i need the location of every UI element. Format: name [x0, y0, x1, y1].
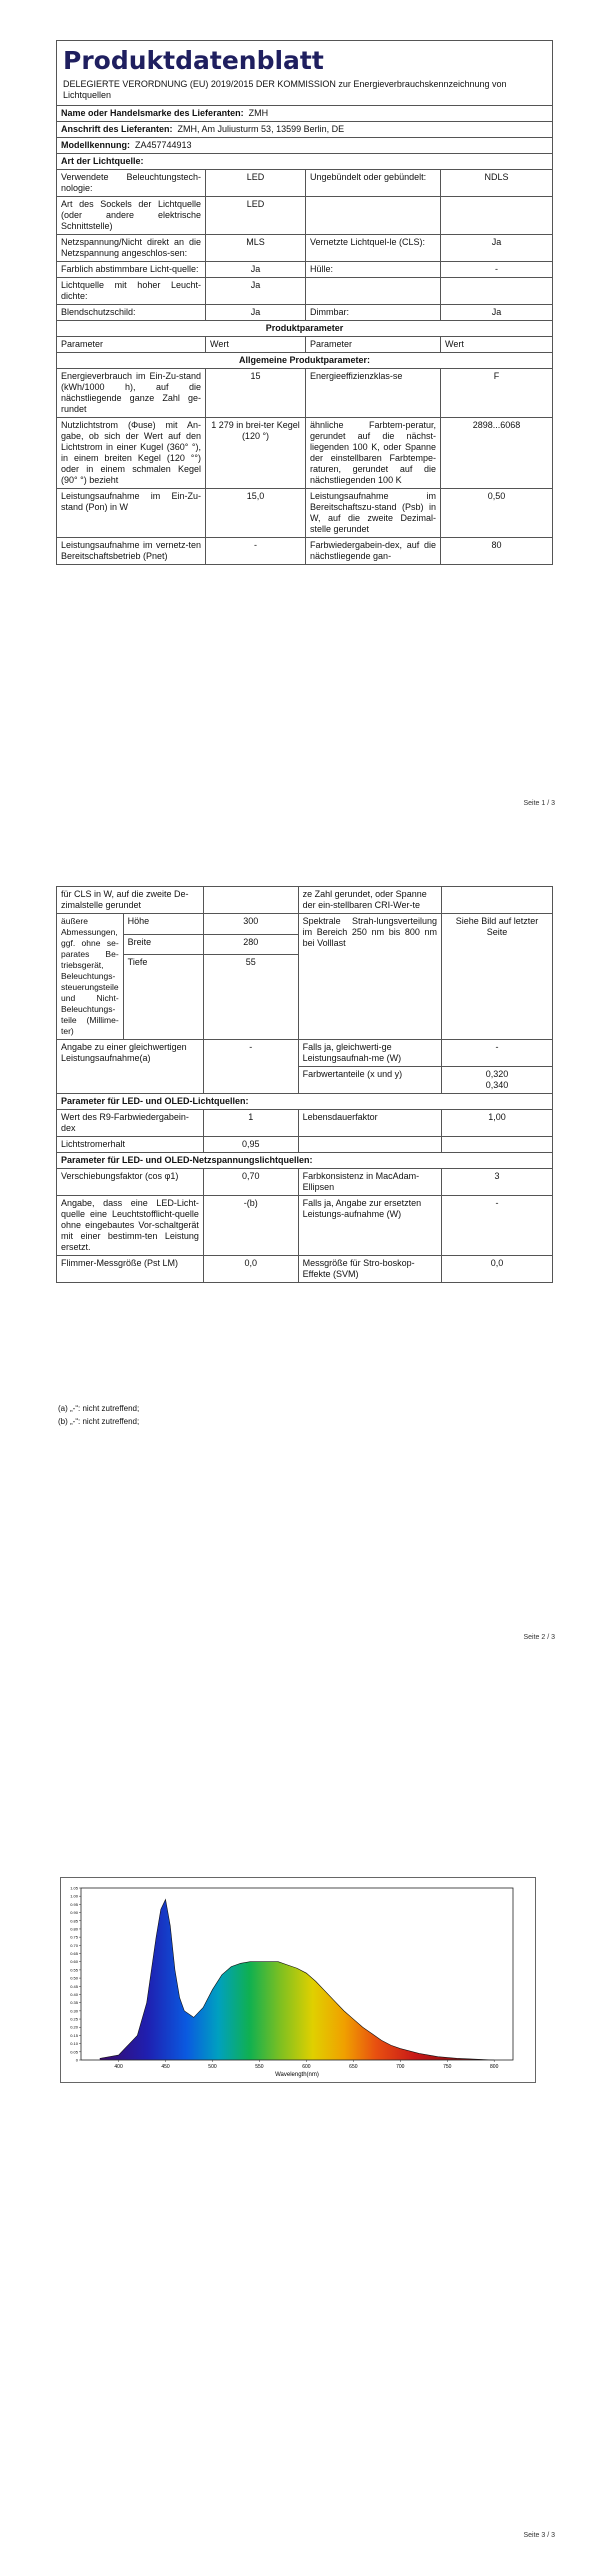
r9-label: Wert des R9-Farbwiedergabein-dex	[57, 1110, 204, 1137]
param-value: F	[493, 371, 500, 381]
y-tick-label: 0	[75, 2057, 78, 2063]
type-value: Ja	[491, 237, 502, 247]
x-tick-label: 400	[114, 2064, 123, 2070]
x-tick-label: 450	[161, 2064, 170, 2070]
chroma-y: 0,340	[485, 1080, 509, 1090]
spectrum-chart-frame	[60, 1877, 536, 2083]
page-number: Seite 1 / 3	[523, 800, 555, 807]
y-tick-label: 0.90	[70, 1910, 78, 1916]
param-label: Energieverbrauch im Ein-Zu-stand (kWh/1000 h), auf die nächstliegende ganze Zahl ge-rundet	[57, 369, 206, 417]
col-header-value: Wert	[445, 339, 464, 349]
param-value: 15	[206, 369, 306, 417]
param-value: 1 279 in brei-ter Kegel (120 °)	[206, 418, 306, 488]
y-tick-label: 1.00	[70, 1893, 78, 1899]
supplier-address-row	[57, 122, 552, 137]
footnotes	[58, 1402, 139, 1428]
replace-if-label: Falls ja, Angabe zur ersetzten Leistungs-aufnahme (W)	[298, 1196, 441, 1256]
type-label: Verwendete Beleuchtungstech-nologie:	[57, 170, 206, 196]
param-label: Nutzlichtstrom (Φuse) mit An-gabe, ob sich der Wert auf den Lichtstrom in einer Kugel (360° °), in einem breiten Kegel (120 °°) oder in einem schmalen Kegel (90° °) bezieht	[57, 418, 206, 488]
supplier-name-row	[57, 106, 552, 121]
y-tick-label: 0.75	[70, 1934, 78, 1940]
equiv-label-text: Angabe zu einer gleichwertigen Leistungsaufnahme(a)	[61, 1042, 187, 1063]
y-axis	[70, 1886, 81, 2063]
spectrum-area	[100, 1899, 494, 2060]
type-row	[57, 235, 552, 262]
dimensions-label: äußere Abmessungen, ggf. ohne se-parates Be-triebsgerät, Beleuchtungs-steuerungsteile und Nicht-Beleuchtungs-teile (Millime-ter)	[57, 914, 124, 1040]
model-value: ZA457744913	[135, 140, 192, 150]
supplier-name-value: ZMH	[248, 108, 269, 118]
pf-value: 0,70	[203, 1169, 298, 1196]
y-tick-label: 0.70	[70, 1942, 78, 1948]
y-tick-label: 0.10	[70, 2041, 78, 2047]
param-value: 80	[491, 540, 502, 550]
empty-cell	[298, 1137, 441, 1153]
footnote-a: (a) „-“: nicht zutreffend;	[58, 1404, 140, 1413]
param-label: ähnliche Farbtem-peratur, gerundet auf die nächst-liegenden 100 K, oder Spanne der einstellbaren Farbtempe-raturen, gerundet auf die nächstliegenden 100 K	[306, 418, 441, 488]
y-tick-label: 0.65	[70, 1951, 78, 1957]
dimension-name: Höhe	[123, 914, 203, 935]
model-label: Modellkennung:	[61, 140, 130, 150]
macadam-value: 3	[442, 1169, 553, 1196]
type-value: Ja	[206, 305, 306, 320]
footnote-b: (b) „-“: nicht zutreffend;	[58, 1417, 140, 1426]
y-tick-label: 0.25	[70, 2016, 78, 2022]
x-tick-label: 600	[302, 2064, 311, 2070]
type-label	[306, 197, 441, 234]
strobo-value: 0,0	[442, 1256, 553, 1283]
y-tick-label: 0.35	[70, 2000, 78, 2006]
page-1-datasheet	[56, 40, 553, 565]
macadam-label: Farbkonsistenz in MacAdam-Ellipsen	[298, 1169, 441, 1196]
type-label: Blendschutzschild:	[57, 305, 206, 320]
type-row	[57, 305, 552, 321]
param-value: -	[206, 538, 306, 564]
param-label: Leistungsaufnahme im Bereitschaftszu-stand (Psb) in W, auf die zweite Dezimal-stelle gerundet	[306, 489, 441, 537]
y-tick-label: 0.05	[70, 2049, 78, 2055]
type-row	[57, 262, 552, 278]
continued-row	[57, 887, 553, 914]
maint-value: 0,95	[203, 1137, 298, 1153]
param-row	[57, 489, 552, 538]
page-2-table	[56, 886, 553, 1283]
param-label: Energieeffizienzklas-se	[306, 369, 441, 417]
y-tick-label: 0.15	[70, 2032, 78, 2038]
type-value	[441, 278, 552, 304]
product-params-header: Produktparameter	[265, 323, 344, 333]
y-tick-label: 0.55	[70, 1967, 78, 1973]
y-tick-label: 0.20	[70, 2024, 78, 2030]
strobo-label: Messgröße für Stro-boskop-Effekte (SVM)	[298, 1256, 441, 1283]
x-tick-label: 650	[349, 2064, 358, 2070]
type-label	[306, 278, 441, 304]
param-value: 2898...6068	[472, 420, 521, 430]
chroma-value	[442, 1067, 553, 1094]
chroma-label: Farbwertanteile (x und y)	[298, 1067, 441, 1094]
dimension-value: 55	[203, 955, 298, 1040]
y-tick-label: 0.30	[70, 2008, 78, 2014]
mains-params-header: Parameter für LED- und OLED-Netzspannungslichtquellen:	[57, 1153, 553, 1169]
x-tick-label: 750	[443, 2064, 452, 2070]
type-value: Ja	[206, 278, 306, 304]
type-label: Lichtquelle mit hoher Leucht-dichte:	[57, 278, 206, 304]
supplier-name-label: Name oder Handelsmarke des Lieferanten:	[61, 108, 244, 118]
replace-label: Angabe, dass eine LED-Licht-quelle eine Leuchtstofflicht-quelle ohne eingebautes Vor-schaltgerät mit einer bestimm-ten Leistung ersetzt.	[57, 1196, 204, 1256]
param-value: 0,50	[487, 491, 506, 501]
type-value: NDLS	[484, 172, 509, 182]
x-tick-label: 800	[490, 2064, 499, 2070]
param-row	[57, 538, 552, 564]
type-value: Ja	[206, 262, 306, 277]
param-label: Farbwiedergabein-dex, auf die nächstliegende gan-	[306, 538, 441, 564]
column-header-row	[57, 337, 552, 353]
if-yes-value: -	[442, 1040, 553, 1067]
general-params-header: Allgemeine Produktparameter:	[238, 355, 371, 365]
replace-value: -(b)	[203, 1196, 298, 1256]
regulation-intro: DELEGIERTE VERORDNUNG (EU) 2019/2015 DER KOMMISSION zur Energieverbrauchskennzeichnung von Lichtquellen	[57, 79, 552, 106]
maint-label: Lichtstromerhalt	[57, 1137, 204, 1153]
y-tick-label: 0.80	[70, 1926, 78, 1932]
param-label: Leistungsaufnahme im vernetz-ten Bereitschaftsbetrieb (Pnet)	[57, 538, 206, 564]
chroma-x: 0,320	[485, 1069, 509, 1079]
y-tick-label: 0.60	[70, 1959, 78, 1965]
type-value: Ja	[491, 307, 502, 317]
flicker-value: 0,0	[203, 1256, 298, 1283]
y-tick-label: 0.40	[70, 1991, 78, 1997]
col-header-param: Parameter	[306, 337, 441, 352]
if-yes-label: Falls ja, gleichwerti-ge Leistungsaufnah-me (W)	[298, 1040, 441, 1067]
page-number: Seite 2 / 3	[523, 1634, 555, 1641]
type-label: Vernetzte Lichtquel-le (CLS):	[306, 235, 441, 261]
col-header-value: Wert	[206, 337, 306, 352]
param-label: Leistungsaufnahme im Ein-Zu-stand (Pon) in W	[57, 489, 206, 537]
spectrum-chart	[61, 1878, 535, 2082]
type-value: -	[495, 264, 498, 274]
x-tick-label: 550	[255, 2064, 264, 2070]
type-row	[57, 278, 552, 305]
param-value	[203, 887, 298, 914]
type-value	[441, 197, 552, 234]
type-label: Ungebündelt oder gebündelt:	[306, 170, 441, 196]
x-tick-label: 500	[208, 2064, 217, 2070]
param-row	[57, 369, 552, 418]
type-row	[57, 170, 552, 197]
type-label: Farblich abstimmbare Licht-quelle:	[57, 262, 206, 277]
type-header: Art der Lichtquelle:	[61, 156, 144, 166]
flicker-label: Flimmer-Messgröße (Pst LM)	[57, 1256, 204, 1283]
page-title: Produktdatenblatt	[63, 46, 324, 75]
r9-value: 1	[203, 1110, 298, 1137]
param-value	[442, 887, 553, 914]
pf-label: Verschiebungsfaktor (cos φ1)	[57, 1169, 204, 1196]
y-tick-label: 1.05	[70, 1885, 78, 1891]
y-tick-label: 0.45	[70, 1983, 78, 1989]
supplier-address-label: Anschrift des Lieferanten:	[61, 124, 173, 134]
page-number: Seite 3 / 3	[523, 2532, 555, 2539]
col-header-param: Parameter	[57, 337, 206, 352]
type-value: MLS	[206, 235, 306, 261]
type-label: Netzspannung/Nicht direkt an die Netzspannung angeschlos-sen:	[57, 235, 206, 261]
dimension-name: Breite	[123, 934, 203, 955]
param-value: 15,0	[206, 489, 306, 537]
x-axis-label: Wavelength(nm)	[275, 2072, 319, 2078]
type-label: Hülle:	[306, 262, 441, 277]
life-label: Lebensdauerfaktor	[298, 1110, 441, 1137]
spectral-label: Spektrale Strah-lungsverteilung im Bereich 250 nm bis 800 nm bei Volllast	[298, 914, 441, 1040]
y-tick-label: 0.50	[70, 1975, 78, 1981]
equiv-label	[57, 1040, 204, 1094]
life-value: 1,00	[442, 1110, 553, 1137]
param-label: für CLS in W, auf die zweite De-zimalstelle gerundet	[57, 887, 204, 914]
model-row	[57, 138, 552, 153]
equiv-value: -	[203, 1040, 298, 1094]
x-tick-label: 700	[396, 2064, 405, 2070]
param-label: ze Zahl gerundet, oder Spanne der ein-stellbaren CRI-Wer-te	[298, 887, 441, 914]
type-label: Art des Sockels der Lichtquelle (oder andere elektrische Schnittstelle)	[57, 197, 206, 234]
led-params-header: Parameter für LED- und OLED-Lichtquellen:	[57, 1094, 553, 1110]
dimension-name: Tiefe	[123, 955, 203, 1040]
dimension-value: 300	[203, 914, 298, 935]
param-row	[57, 418, 552, 489]
type-value: LED	[206, 197, 306, 234]
type-value: LED	[206, 170, 306, 196]
dimension-value: 280	[203, 934, 298, 955]
type-label: Dimmbar:	[306, 305, 441, 320]
spectral-value: Siehe Bild auf letzter Seite	[442, 914, 553, 1040]
type-row	[57, 197, 552, 235]
x-axis	[114, 2060, 498, 2070]
empty-cell	[442, 1137, 553, 1153]
supplier-address-value: ZMH, Am Juliusturm 53, 13599 Berlin, DE	[177, 124, 345, 134]
y-tick-label: 0.85	[70, 1918, 78, 1924]
y-tick-label: 0.95	[70, 1901, 78, 1907]
replace-if-value: -	[442, 1196, 553, 1256]
